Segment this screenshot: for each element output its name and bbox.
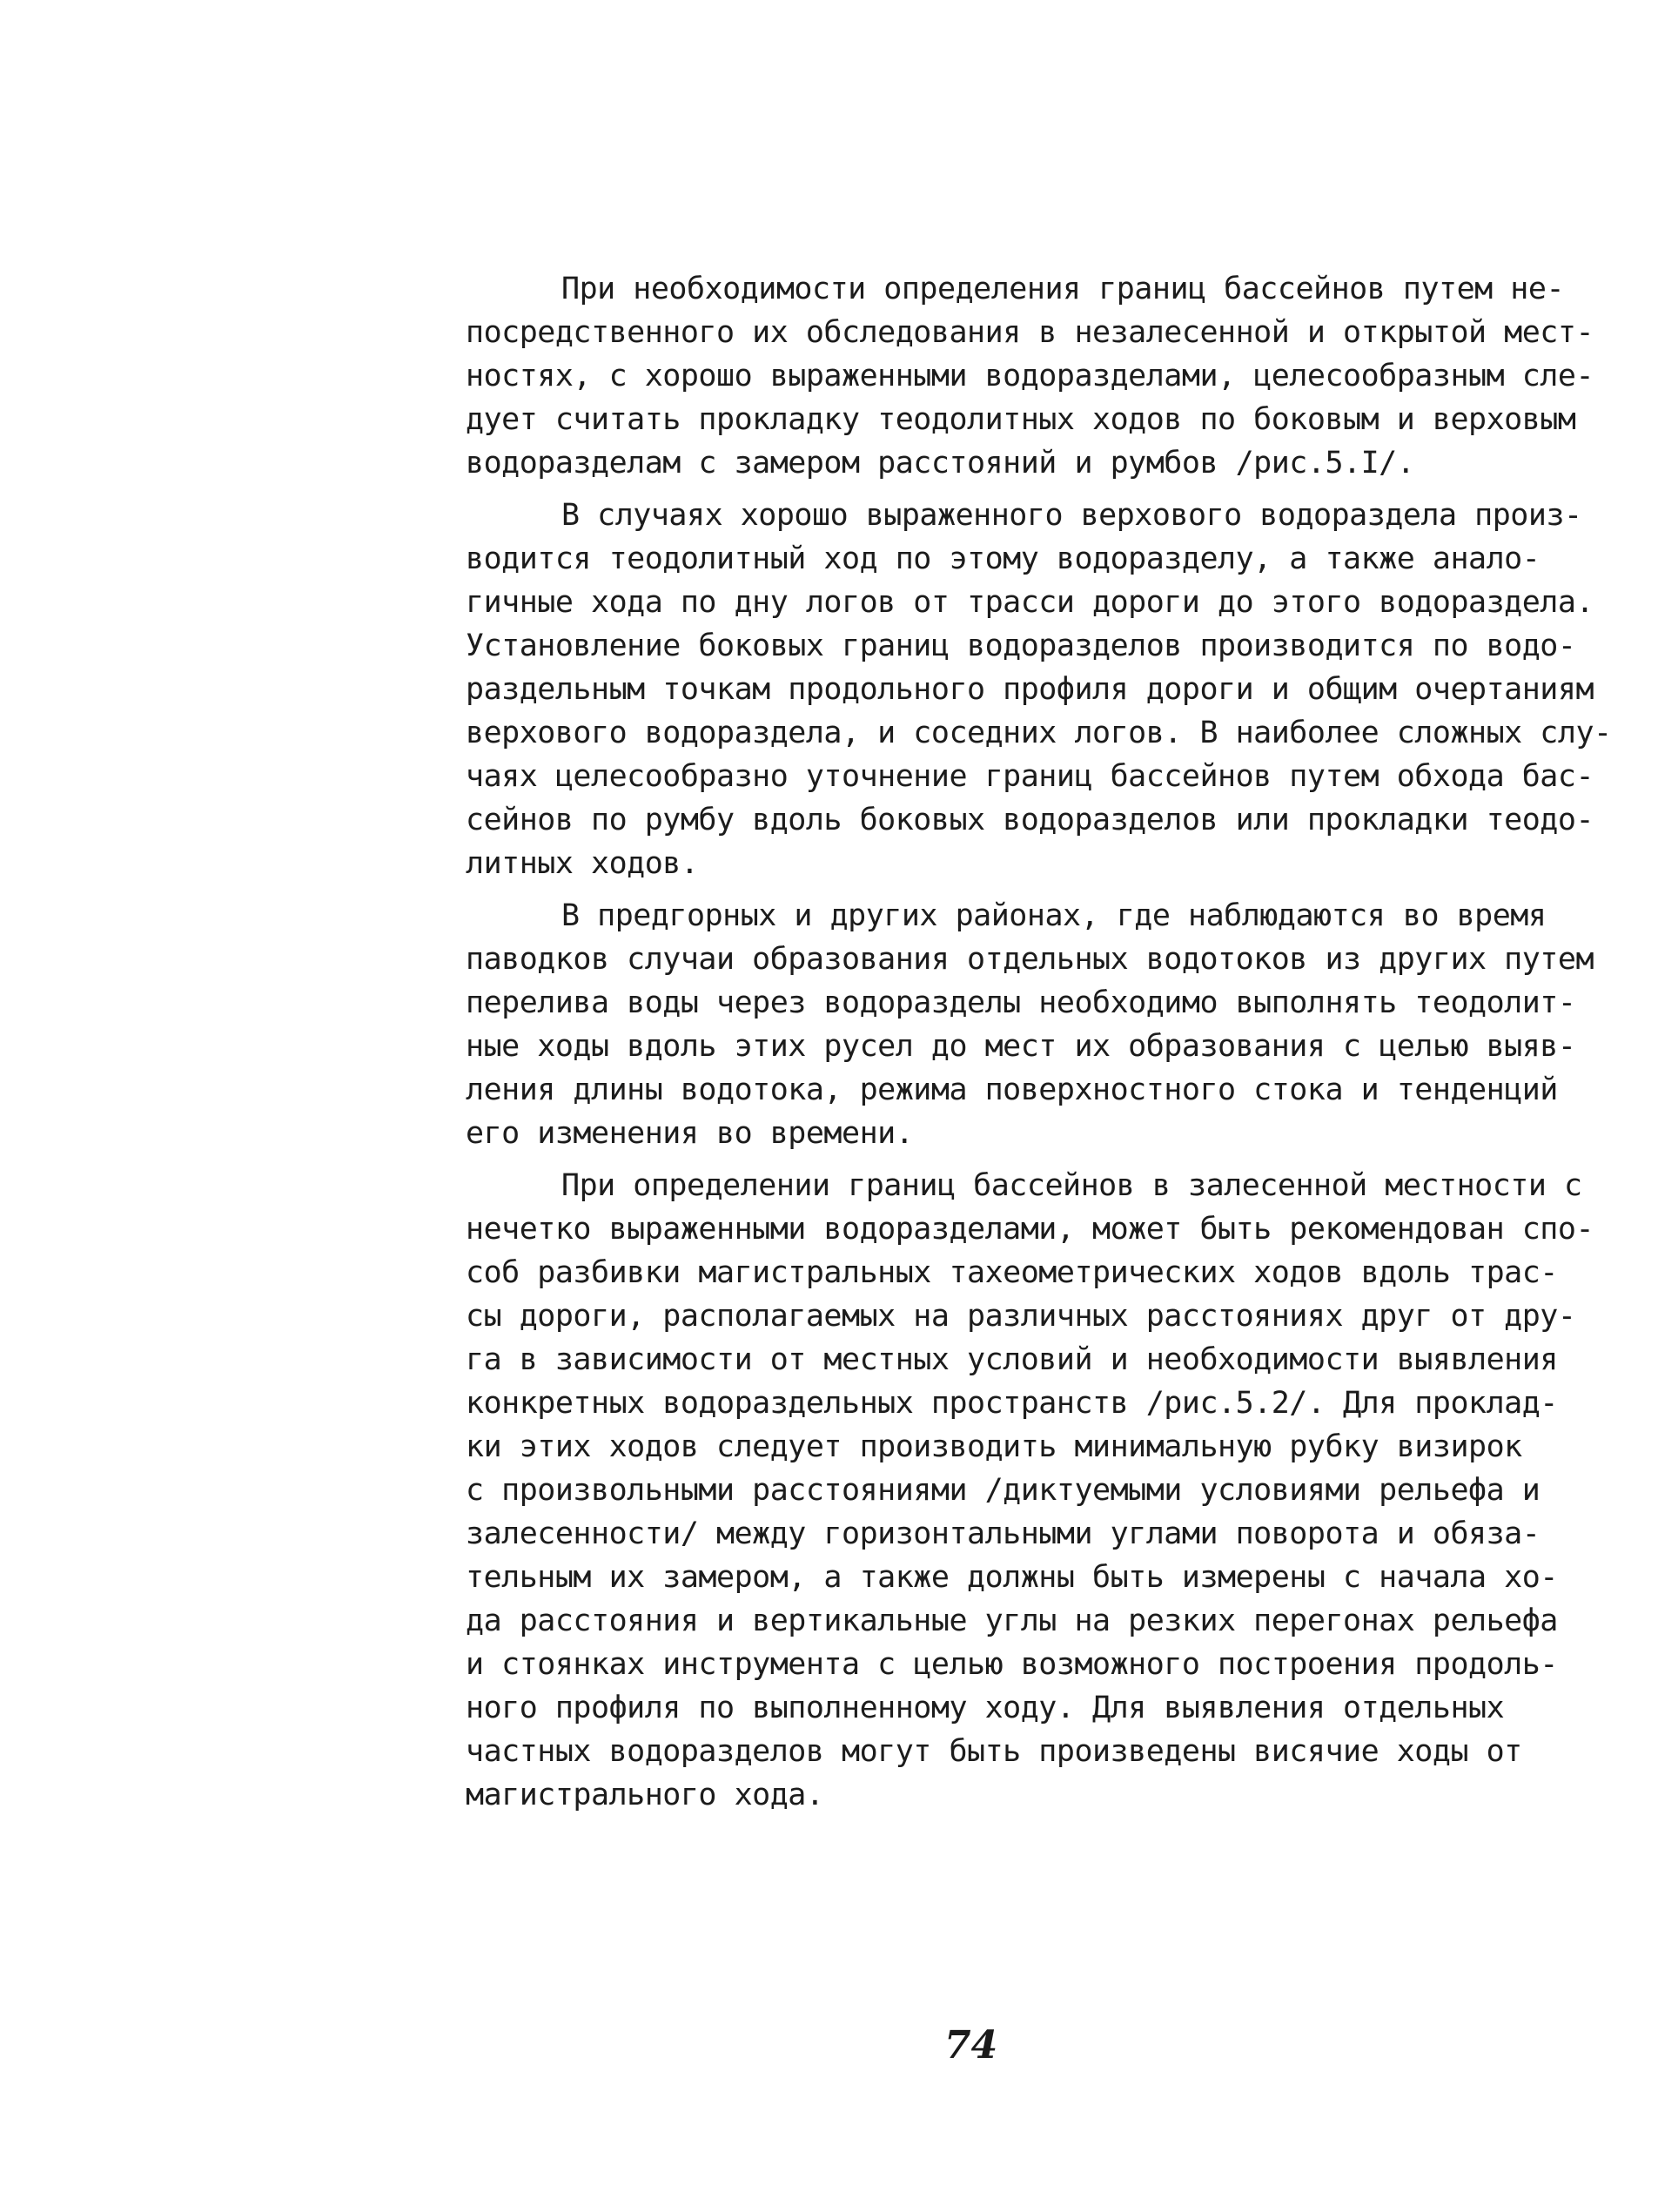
text-line: ки этих ходов следует производить минимальную рубку визирок <box>466 1429 1522 1464</box>
text-line: При необходимости определения границ бассейнов путем не- <box>561 272 1565 306</box>
text-line: гичные хода по дну логов от трасси дороги до этого водораздела. <box>466 585 1594 620</box>
text-line: паводков случаи образования отдельных водотоков из других путем <box>466 942 1594 977</box>
text-line: сейнов по румбу вдоль боковых водоразделов или прокладки теодо- <box>466 803 1594 837</box>
text-line: и стоянках инструмента с целью возможного построения продоль- <box>466 1647 1558 1682</box>
text-line: залесенности/ между горизонтальными углами поворота и обяза- <box>466 1516 1541 1551</box>
text-line: тельным их замером, а также должны быть измерены с начала хо- <box>466 1560 1558 1595</box>
text-line: Установление боковых границ водоразделов производится по водо- <box>466 629 1576 663</box>
text-line: га в зависимости от местных условий и необходимости выявления <box>466 1342 1558 1377</box>
paragraph <box>466 1164 1623 1817</box>
text-line: литных ходов. <box>466 846 699 881</box>
text-line: перелива воды через водоразделы необходимо выполнять теодолит- <box>466 985 1576 1020</box>
text-line: водится теодолитный ход по этому водоразделу, а также анало- <box>466 541 1541 576</box>
text-line: ления длины водотока, режима поверхностного стока и тенденций <box>466 1072 1558 1107</box>
text-line: водоразделам с замером расстояний и румбов /рис.5.I/. <box>466 446 1415 481</box>
text-line: частных водоразделов могут быть произведены висячие ходы от <box>466 1734 1522 1769</box>
text-line: верхового водораздела, и соседних логов. В наиболее сложных слу- <box>466 716 1612 750</box>
text-line: соб разбивки магистральных тахеометрических ходов вдоль трас- <box>466 1255 1558 1290</box>
page-number: 74 <box>944 2023 998 2067</box>
body-text <box>466 267 1623 1825</box>
text-line: чаях целесообразно уточнение границ бассейнов путем обхода бас- <box>466 759 1594 794</box>
text-line: да расстояния и вертикальные углы на резких перегонах рельефа <box>466 1604 1558 1638</box>
text-line: конкретных водораздельных пространств /рис.5.2/. Для проклад- <box>466 1386 1558 1421</box>
text-line: В случаях хорошо выраженного верхового водораздела произ- <box>561 498 1582 533</box>
text-line: магистрального хода. <box>466 1778 824 1812</box>
text-line: его изменения во времени. <box>466 1116 914 1151</box>
text-line: При определении границ бассейнов в залесенной местности с <box>561 1168 1582 1203</box>
text-line: раздельным точкам продольного профиля дороги и общим очертаниям <box>466 672 1594 707</box>
text-line: ностях, с хорошо выраженными водоразделами, целесообразным сле- <box>466 359 1594 393</box>
text-line: ного профиля по выполненному ходу. Для выявления отдельных <box>466 1691 1505 1725</box>
paragraph <box>466 494 1623 885</box>
text-line: В предгорных и других районах, где наблюдаются во время <box>561 898 1547 933</box>
text-line: дует считать прокладку теодолитных ходов по боковым и верховым <box>466 402 1576 437</box>
text-line: с произвольными расстояниями /диктуемыми условиями рельефа и <box>466 1473 1541 1508</box>
paragraph <box>466 267 1623 485</box>
text-line: сы дороги, располагаемых на различных расстояниях друг от дру- <box>466 1299 1576 1334</box>
text-line: нечетко выраженными водоразделами, может быть рекомендован спо- <box>466 1212 1594 1247</box>
paragraph <box>466 894 1623 1155</box>
text-line: ные ходы вдоль этих русел до мест их образования с целью выяв- <box>466 1029 1576 1064</box>
text-line: посредственного их обследования в незалесенной и открытой мест- <box>466 315 1594 350</box>
